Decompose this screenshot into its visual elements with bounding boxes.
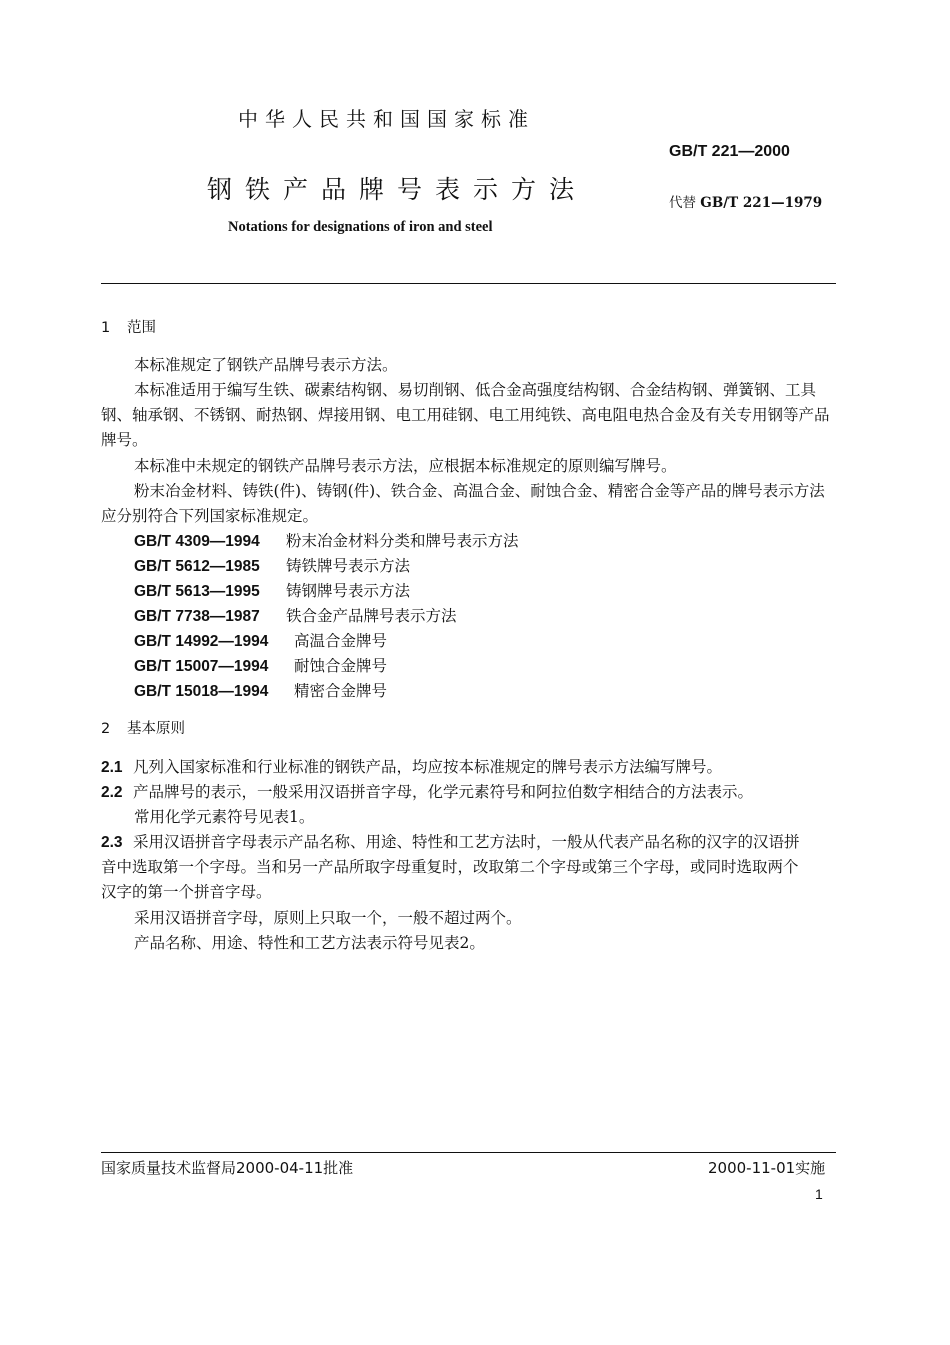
header-divider — [101, 283, 836, 284]
reference-item — [101, 679, 836, 704]
reference-name: 高温合金牌号 — [294, 632, 388, 650]
reference-name: 精密合金牌号 — [294, 682, 388, 700]
reference-name: 铸铁牌号表示方法 — [286, 557, 411, 575]
reference-code: GB/T 15018—1994 — [134, 683, 269, 700]
replaces-note — [669, 191, 822, 211]
replaces-code: GB/T 221—1979 — [700, 195, 823, 211]
footer-divider — [101, 1152, 836, 1153]
clause-2-1 — [101, 755, 836, 780]
section-1-number: 1 — [101, 320, 111, 336]
reference-item — [101, 654, 836, 679]
reference-name: 粉末冶金材料分类和牌号表示方法 — [286, 532, 519, 550]
section-1-p3: 本标准中未规定的钢铁产品牌号表示方法，应根据本标准规定的原则编写牌号。 — [134, 457, 677, 475]
section-2-title: 基本原则 — [127, 721, 185, 737]
clause-2-2 — [101, 780, 836, 805]
clause-2-2-p2: 常用化学元素符号见表1。 — [134, 808, 315, 826]
page-number: 1 — [815, 1186, 823, 1202]
reference-name: 铸钢牌号表示方法 — [286, 582, 411, 600]
clause-2-3-line3: 汉字的第一个拼音字母。 — [101, 883, 272, 901]
standard-name: 中华人民共和国国家标准 — [238, 107, 535, 131]
clause-2-3 — [101, 830, 836, 855]
section-2-heading — [101, 717, 836, 742]
reference-item — [101, 579, 836, 604]
standard-code: GB/T 221—2000 — [669, 143, 790, 160]
reference-name: 耐蚀合金牌号 — [294, 657, 388, 675]
clause-2-1-number: 2.1 — [101, 759, 123, 776]
reference-code: GB/T 15007—1994 — [134, 658, 269, 675]
clause-2-3-number: 2.3 — [101, 834, 123, 851]
section-2-number: 2 — [101, 721, 111, 737]
replaces-prefix: 代替 — [669, 195, 696, 211]
section-1-p2-line2: 钢、轴承钢、不锈钢、耐热钢、焊接用钢、电工用硅钢、电工用纯铁、高电阻电热合金及有关专用钢等产品 — [101, 406, 830, 424]
reference-code: GB/T 14992—1994 — [134, 633, 269, 650]
reference-code: GB/T 5613—1995 — [134, 583, 260, 600]
document-title: 钢铁产品牌号表示方法 — [207, 175, 588, 204]
english-title: Notations for designations of iron and steel — [228, 219, 493, 235]
clause-2-3-p2: 采用汉语拼音字母，原则上只取一个，一般不超过两个。 — [134, 909, 522, 927]
clause-2-3-p3: 产品名称、用途、特性和工艺方法表示符号见表2。 — [134, 934, 485, 952]
clause-2-2-text: 产品牌号的表示，一般采用汉语拼音字母，化学元素符号和阿拉伯数字相结合的方法表示。 — [133, 783, 754, 801]
clause-2-2-number: 2.2 — [101, 784, 123, 801]
section-1-p1: 本标准规定了钢铁产品牌号表示方法。 — [134, 356, 398, 374]
reference-item — [101, 604, 836, 629]
reference-item — [101, 629, 836, 654]
section-1-heading — [101, 316, 836, 341]
reference-item — [101, 529, 836, 554]
reference-code: GB/T 5612—1985 — [134, 558, 260, 575]
clause-2-3-line2: 音中选取第一个字母。当和另一产品所取字母重复时，改取第二个字母或第三个字母，或同时选取两个 — [101, 858, 799, 876]
implementation-date: 2000-11-01实施 — [708, 1159, 826, 1177]
section-1-p2-line3: 牌号。 — [101, 431, 148, 449]
section-1-title: 范围 — [127, 320, 156, 336]
clause-2-3-line1: 采用汉语拼音字母表示产品名称、用途、特性和工艺方法时，一般从代表产品名称的汉字的汉语拼 — [133, 833, 800, 851]
section-1-p2-line1: 本标准适用于编写生铁、碳素结构钢、易切削钢、低合金高强度结构钢、合金结构钢、弹簧钢、工具 — [134, 381, 817, 399]
section-1-p4-line2: 应分别符合下列国家标准规定。 — [101, 507, 319, 525]
reference-name: 铁合金产品牌号表示方法 — [286, 607, 457, 625]
approval-date: 国家质量技术监督局2000-04-11批准 — [101, 1159, 354, 1177]
reference-code: GB/T 7738—1987 — [134, 608, 260, 625]
reference-code: GB/T 4309—1994 — [134, 533, 260, 550]
clause-2-1-text: 凡列入国家标准和行业标准的钢铁产品，均应按本标准规定的牌号表示方法编写牌号。 — [133, 758, 723, 776]
section-1-p4-line1: 粉末冶金材料、铸铁(件)、铸钢(件)、铁合金、高温合金、耐蚀合金、精密合金等产品的牌号表示方法 — [134, 482, 825, 500]
reference-item — [101, 554, 836, 579]
